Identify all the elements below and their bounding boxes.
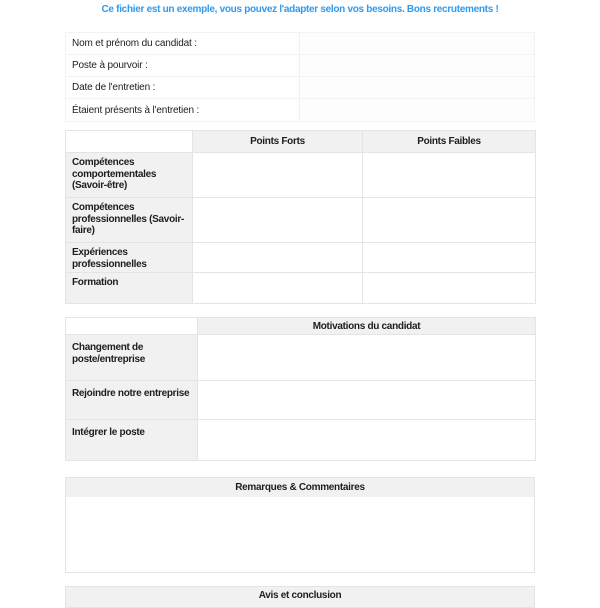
integrer-value-cell[interactable]	[198, 420, 536, 461]
candidate-name-value[interactable]	[300, 33, 534, 54]
field-row-interview-date	[66, 77, 534, 99]
row-label-savoir-etre: Compétences comportementales (Savoir-être)	[66, 153, 193, 198]
skills-header-blank-cell	[66, 131, 193, 153]
row-label-integrer: Intégrer le poste	[66, 420, 198, 461]
remarks-header: Remarques & Commentaires	[65, 477, 535, 498]
position-value[interactable]	[300, 55, 534, 76]
savoir-faire-points-faibles-cell[interactable]	[363, 198, 536, 243]
row-label-rejoindre: Rejoindre notre entreprise	[66, 381, 198, 420]
row-label-changement: Changement de poste/entreprise	[66, 335, 198, 381]
changement-value-cell[interactable]	[198, 335, 536, 381]
interview-date-label: Date de l'entretien :	[66, 77, 300, 98]
points-forts-header: Points Forts	[193, 131, 363, 153]
attendees-label: Étaient présents à l'entretien :	[66, 99, 300, 121]
interview-date-value[interactable]	[300, 77, 534, 98]
experiences-points-forts-cell[interactable]	[193, 243, 363, 273]
experiences-points-faibles-cell[interactable]	[363, 243, 536, 273]
attendees-value[interactable]	[300, 99, 534, 121]
savoir-faire-points-forts-cell[interactable]	[193, 198, 363, 243]
formation-points-forts-cell[interactable]	[193, 273, 363, 304]
row-label-formation: Formation	[66, 273, 193, 304]
rejoindre-value-cell[interactable]	[198, 381, 536, 420]
field-row-candidate-name	[66, 33, 534, 55]
motivations-table	[65, 317, 536, 461]
points-faibles-header: Points Faibles	[363, 131, 536, 153]
field-row-attendees	[66, 99, 534, 121]
candidate-info-block	[65, 32, 535, 122]
conclusion-header: Avis et conclusion	[65, 586, 535, 608]
position-label: Poste à pourvoir :	[66, 55, 300, 76]
example-notice-text: Ce fichier est un exemple, vous pouvez l'adapter selon vos besoins. Bons recrutements !	[101, 4, 499, 15]
motivations-header: Motivations du candidat	[198, 318, 536, 335]
row-label-savoir-faire: Compétences professionnelles (Savoir-faire)	[66, 198, 193, 243]
savoir-etre-points-faibles-cell[interactable]	[363, 153, 536, 198]
skills-table	[65, 130, 536, 304]
formation-points-faibles-cell[interactable]	[363, 273, 536, 304]
field-row-position	[66, 55, 534, 77]
motivations-header-blank-cell	[66, 318, 198, 335]
candidate-name-label: Nom et prénom du candidat :	[66, 33, 300, 54]
row-label-experiences: Expériences professionnelles	[66, 243, 193, 273]
remarks-input-area[interactable]	[65, 497, 535, 573]
savoir-etre-points-forts-cell[interactable]	[193, 153, 363, 198]
